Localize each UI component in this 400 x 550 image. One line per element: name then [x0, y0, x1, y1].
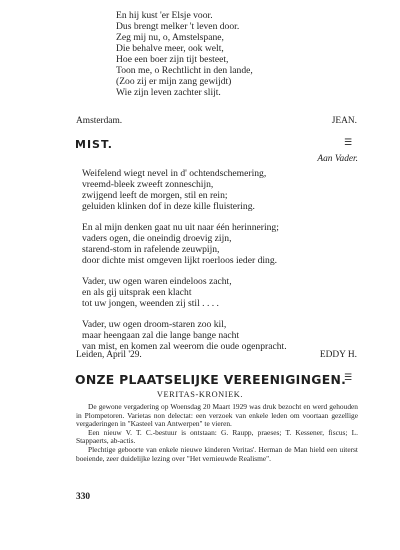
poem-top — [116, 10, 253, 98]
poem-line: En al mijn denken gaat nu uit naar één herinnering; — [82, 222, 279, 233]
stanza — [82, 222, 287, 266]
chronicle-heading: VERITAS-KRONIEK. — [156, 390, 244, 399]
poem-line: En hij kust 'er Elsje voor. — [116, 10, 213, 21]
page-number: 330 — [76, 492, 91, 502]
poem-line: (Zoo zij er mijn zang gewijdt) — [116, 76, 232, 87]
poem-line: Weifelend wiegt nevel in d' ochtendschemering, — [82, 168, 267, 179]
author: EDDY H. — [319, 350, 357, 360]
article-paragraph: Plechtige geboorte van enkele nieuwe kinderen Veritas'. Herman de Man hield een uiterst boeiende, zeer duidelijke lezing over "Het vernieuwde Realisme". — [76, 444, 358, 463]
dedication: Aan Vader. — [317, 154, 358, 164]
poem-line: door dichte mist omgeven lijkt roerloos ieder ding. — [82, 255, 278, 266]
poem-line: Hoe een boer zijn tijt besteet, — [116, 54, 229, 65]
triple-bar-ornament-icon: ☰ — [344, 373, 353, 383]
poem-line: zwijgend leeft de morgen, stil en rein; — [82, 190, 228, 201]
poem-mist — [82, 168, 287, 362]
place-date: Leiden, April '29. — [76, 350, 142, 360]
poem-line: tot uw jongen, weenden zij stil . . . . — [82, 298, 219, 309]
societies-title: ONZE PLAATSELIJKE VEREENIGINGEN. — [75, 372, 347, 387]
poem-line: Vader, uw ogen waren eindeloos zacht, — [82, 276, 232, 287]
poem-line: vreemd-bleek zweeft zonneschijn, — [82, 179, 214, 190]
section-title: MIST. — [75, 138, 113, 151]
poem-mist-signature — [76, 350, 357, 360]
stanza — [82, 319, 287, 352]
poem-line: starend-stom in rafelende zeuwpijn, — [82, 244, 220, 255]
stanza — [82, 276, 287, 309]
article-paragraph: Een nieuw V. T. C.-bestuur is ontstaan: G. Raupp, praeses; T. Kessener, fiscus; L. Stappaerts, ab-actis. — [76, 427, 358, 446]
poem-line: Dus brengt melker 't leven door. — [116, 21, 240, 32]
poem-line: Wie zijn leven zachter slijt. — [116, 87, 221, 98]
poem-line: maar heengaan zal die lange bange nacht — [82, 330, 240, 341]
poem-line: Die behalve meer, ook welt, — [116, 43, 224, 54]
poem-top-signature — [76, 116, 357, 126]
poem-line: Zeg mij nu, o, Amstelspane, — [116, 32, 224, 43]
place: Amsterdam. — [76, 116, 123, 126]
poem-line: en als gij uitsprak een klacht — [82, 287, 192, 298]
poem-line: Toon me, o Rechtlicht in den lande, — [116, 65, 253, 76]
poem-line: Vader, uw ogen droom-staren zoo kil, — [82, 319, 227, 330]
triple-bar-ornament-icon: ☰ — [344, 138, 353, 148]
poem-line: geluiden klinken dof in deze kille fluistering. — [82, 201, 255, 212]
article-paragraph: De gewone vergadering op Woensdag 20 Maart 1929 was druk bezocht en werd gehouden in Plompetoren. Varietas non delectat: een verzoek van enkele leden om voortaan gezellige vergaderingen in "Kasteel van Antwerpen" te vieren. — [76, 402, 358, 429]
author: JEAN. — [331, 116, 357, 126]
stanza — [82, 168, 287, 212]
poem-line: vaders ogen, die oneindig droevig zijn, — [82, 233, 232, 244]
poem-line: van mist, en komen zal weerom die oude ogenpracht. — [82, 341, 287, 352]
chronicle-article — [76, 403, 358, 463]
